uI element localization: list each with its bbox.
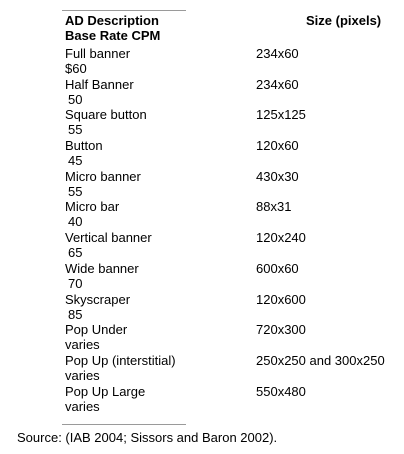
- table-body: [0, 46, 404, 414]
- table-row: [0, 46, 404, 77]
- ad-name: Vertical banner: [65, 230, 152, 246]
- ad-size: 720x300: [256, 322, 306, 338]
- ad-size: 88x31: [256, 199, 292, 215]
- table-bottom-rule: [62, 424, 186, 425]
- ad-base-rate: $60: [65, 61, 87, 76]
- table-row: [0, 138, 404, 169]
- ad-base-rate: 85: [68, 306, 83, 322]
- ad-name: Skyscraper: [65, 291, 131, 307]
- ad-size: 234x60: [256, 46, 299, 61]
- header-size-pixels: Size (pixels): [306, 13, 382, 28]
- ad-base-rate: 40: [68, 214, 83, 230]
- ad-base-rate: 55: [68, 122, 83, 138]
- table-row: [0, 292, 404, 323]
- table-row: [0, 322, 404, 353]
- table-row: [0, 384, 404, 415]
- ad-size: 120x600: [256, 291, 306, 307]
- ad-name: Full banner: [65, 46, 131, 61]
- ad-size: 125x125: [256, 107, 306, 123]
- source-note: Source: (IAB 2004; Sissors and Baron 2002).: [17, 430, 278, 445]
- table-top-rule: [62, 10, 186, 11]
- ad-size: 120x240: [256, 230, 306, 246]
- ad-size: 120x60: [256, 138, 299, 154]
- ad-base-rate: 70: [68, 275, 83, 291]
- ad-size: 430x30: [256, 168, 299, 184]
- ad-base-rate: varies: [65, 337, 100, 353]
- ad-name: Square button: [65, 107, 147, 123]
- table-row: [0, 353, 404, 384]
- ad-size: 234x60: [256, 76, 299, 92]
- ad-base-rate: 45: [68, 153, 83, 169]
- ad-size: 600x60: [256, 260, 299, 276]
- ad-base-rate: varies: [65, 367, 100, 383]
- ad-base-rate: varies: [65, 398, 100, 414]
- table-row: [0, 199, 404, 230]
- table-row: [0, 169, 404, 200]
- ad-size: 550x480: [256, 383, 306, 399]
- table-row: [0, 261, 404, 292]
- table-row: [0, 230, 404, 261]
- header-ad-description-base-rate: [65, 13, 255, 43]
- ad-name: Pop Under: [65, 322, 128, 338]
- ad-name: Micro banner: [65, 168, 141, 184]
- ad-name: Button: [65, 138, 103, 154]
- ad-name: Pop Up Large: [65, 383, 146, 399]
- ad-base-rate: 65: [68, 245, 83, 261]
- ad-size: 250x250 and 300x250: [256, 352, 385, 368]
- ad-name: Half Banner: [65, 76, 134, 92]
- ad-base-rate: 55: [68, 183, 83, 199]
- ad-name: Pop Up (interstitial): [65, 352, 176, 368]
- ad-base-rate: 50: [68, 91, 83, 107]
- header-base-rate-cpm: Base Rate CPM: [65, 28, 161, 43]
- header-ad-description: AD Description: [65, 13, 159, 28]
- ad-name: Wide banner: [65, 260, 139, 276]
- ad-name: Micro bar: [65, 199, 120, 215]
- table-row: [0, 107, 404, 138]
- table-row: [0, 77, 404, 108]
